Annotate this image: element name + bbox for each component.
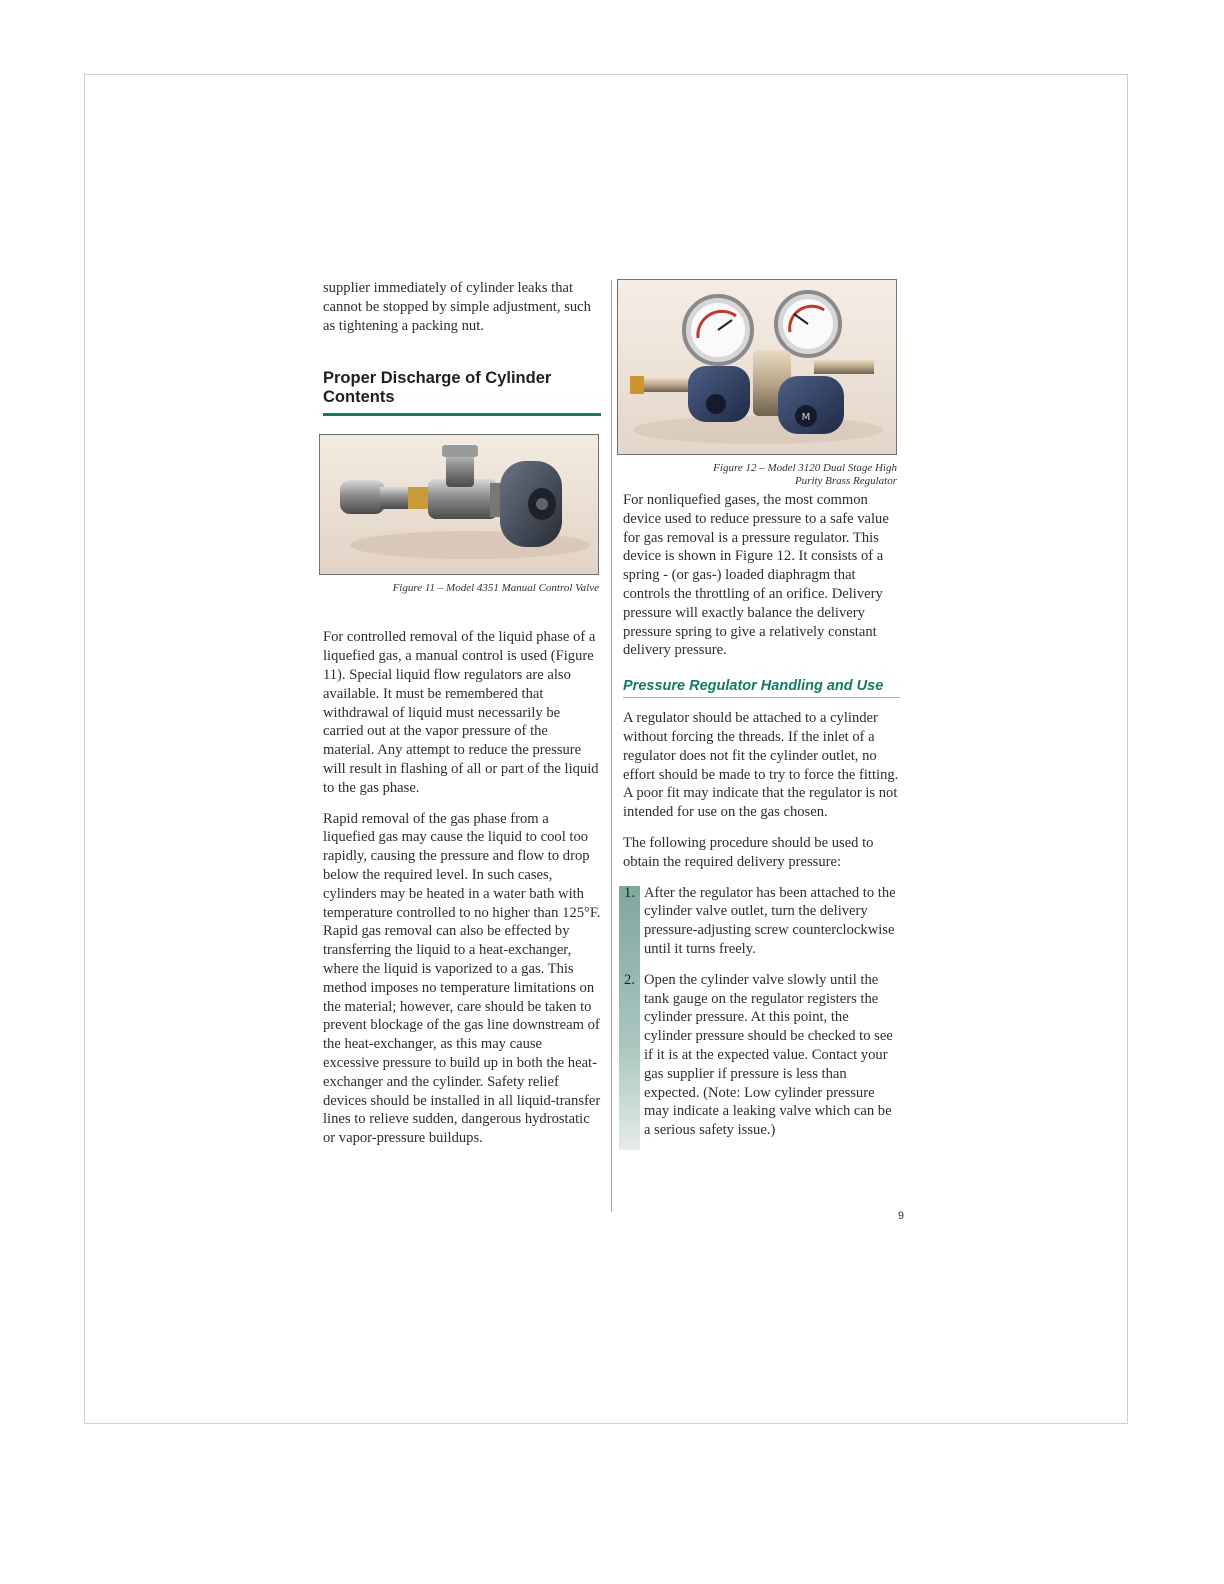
figure-12-caption-line1: Figure 12 – Model 3120 Dual Stage High — [713, 462, 897, 474]
paragraph-procedure-intro: The following procedure should be used to obtain the required delivery pressure: — [623, 834, 874, 870]
figure-11-caption: Figure 11 – Model 4351 Manual Control Valve — [392, 582, 599, 595]
paragraph-nonliquefied: For nonliquefied gases, the most common device used to reduce pressure to a safe value for gas removal is a pressure regulator. This device is shown in Figure 12. It consists of a spring - (or gas-) loaded diaphragm that controls the throttling of an orifice. Delivery pressure will exactly balance the delivery pressure spring to give a relatively constant delivery pressure. — [623, 492, 889, 659]
procedure-step — [619, 971, 900, 1140]
page-number: 9 — [897, 1210, 904, 1222]
procedure-step — [619, 884, 900, 959]
section-heading: Proper Discharge of Cylinder Contents — [323, 369, 601, 416]
figure-12-caption-line2: Purity Brass Regulator — [794, 475, 897, 487]
figure-12-image — [617, 279, 897, 455]
paragraph-liquid-removal: For controlled removal of the liquid phase of a liquefied gas, a manual control is used (Figure 11). Special liquid flow regulators are also available. It must be remembered that withdrawal of liquid must necessarily be carried out at the vapor pressure of the material. Any attempt to reduce the pressure will result in flashing of all or part of the liquid to the gas phase. — [323, 629, 599, 796]
paragraph-regulator-attach: A regulator should be attached to a cylinder without forcing the threads. If the inlet of a regulator does not fit the cylinder outlet, no effort should be made to try to force the fitting. A poor fit may indicate that the regulator is not intended for use on the gas chosen. — [623, 710, 899, 821]
dual-stage-regulator-photo — [618, 280, 896, 454]
left-column — [323, 278, 601, 1148]
procedure-steps — [619, 884, 900, 1140]
page-frame — [84, 74, 1128, 1424]
right-column — [617, 279, 900, 1140]
step-number: 1. — [624, 884, 635, 901]
paragraph-gas-removal: Rapid removal of the gas phase from a liquefied gas may cause the liquid to cool too rapidly, causing the pressure and flow to drop below the required level. In such cases, cylinders may be heated in a water bath with temperature controlled to no higher than 125°F. Rapid gas removal can also be effected by transferring the liquid to a heat-exchanger, where the liquid is vaporized to a gas. This method imposes no temperature limitations on the material; however, care should be taken to prevent blockage of the gas line downstream of the heat-exchanger, as this may cause excessive pressure to build up in both the heat-exchanger and the cylinder. Safety relief devices should be installed in all liquid-transfer lines to relieve sudden, dangerous hydrostatic or vapor-pressure buildups. — [323, 810, 601, 1147]
manual-control-valve-photo — [320, 435, 598, 574]
figure-12-caption — [617, 462, 897, 488]
step-text: Open the cylinder valve slowly until the tank gauge on the regulator registers the cylinder pressure. At this point, the cylinder pressure should be checked to see if it is at the expected value. Contact your gas supplier if pressure is less than expected. (Note: Low cylinder pressure may indicate a leaking valve which can be a serious safety issue.) — [644, 971, 893, 1139]
regulator-handling-heading: Pressure Regulator Handling and Use — [623, 677, 900, 698]
column-divider — [611, 280, 612, 1212]
svg-text:M: M — [801, 412, 811, 423]
figure-11-image — [319, 434, 599, 575]
step-text: After the regulator has been attached to the cylinder valve outlet, turn the delivery pressure-adjusting screw counterclockwise until it turns freely. — [644, 884, 896, 957]
step-number: 2. — [624, 971, 635, 988]
intro-paragraph: supplier immediately of cylinder leaks that cannot be stopped by simple adjustment, such as tightening a packing nut. — [323, 280, 591, 334]
